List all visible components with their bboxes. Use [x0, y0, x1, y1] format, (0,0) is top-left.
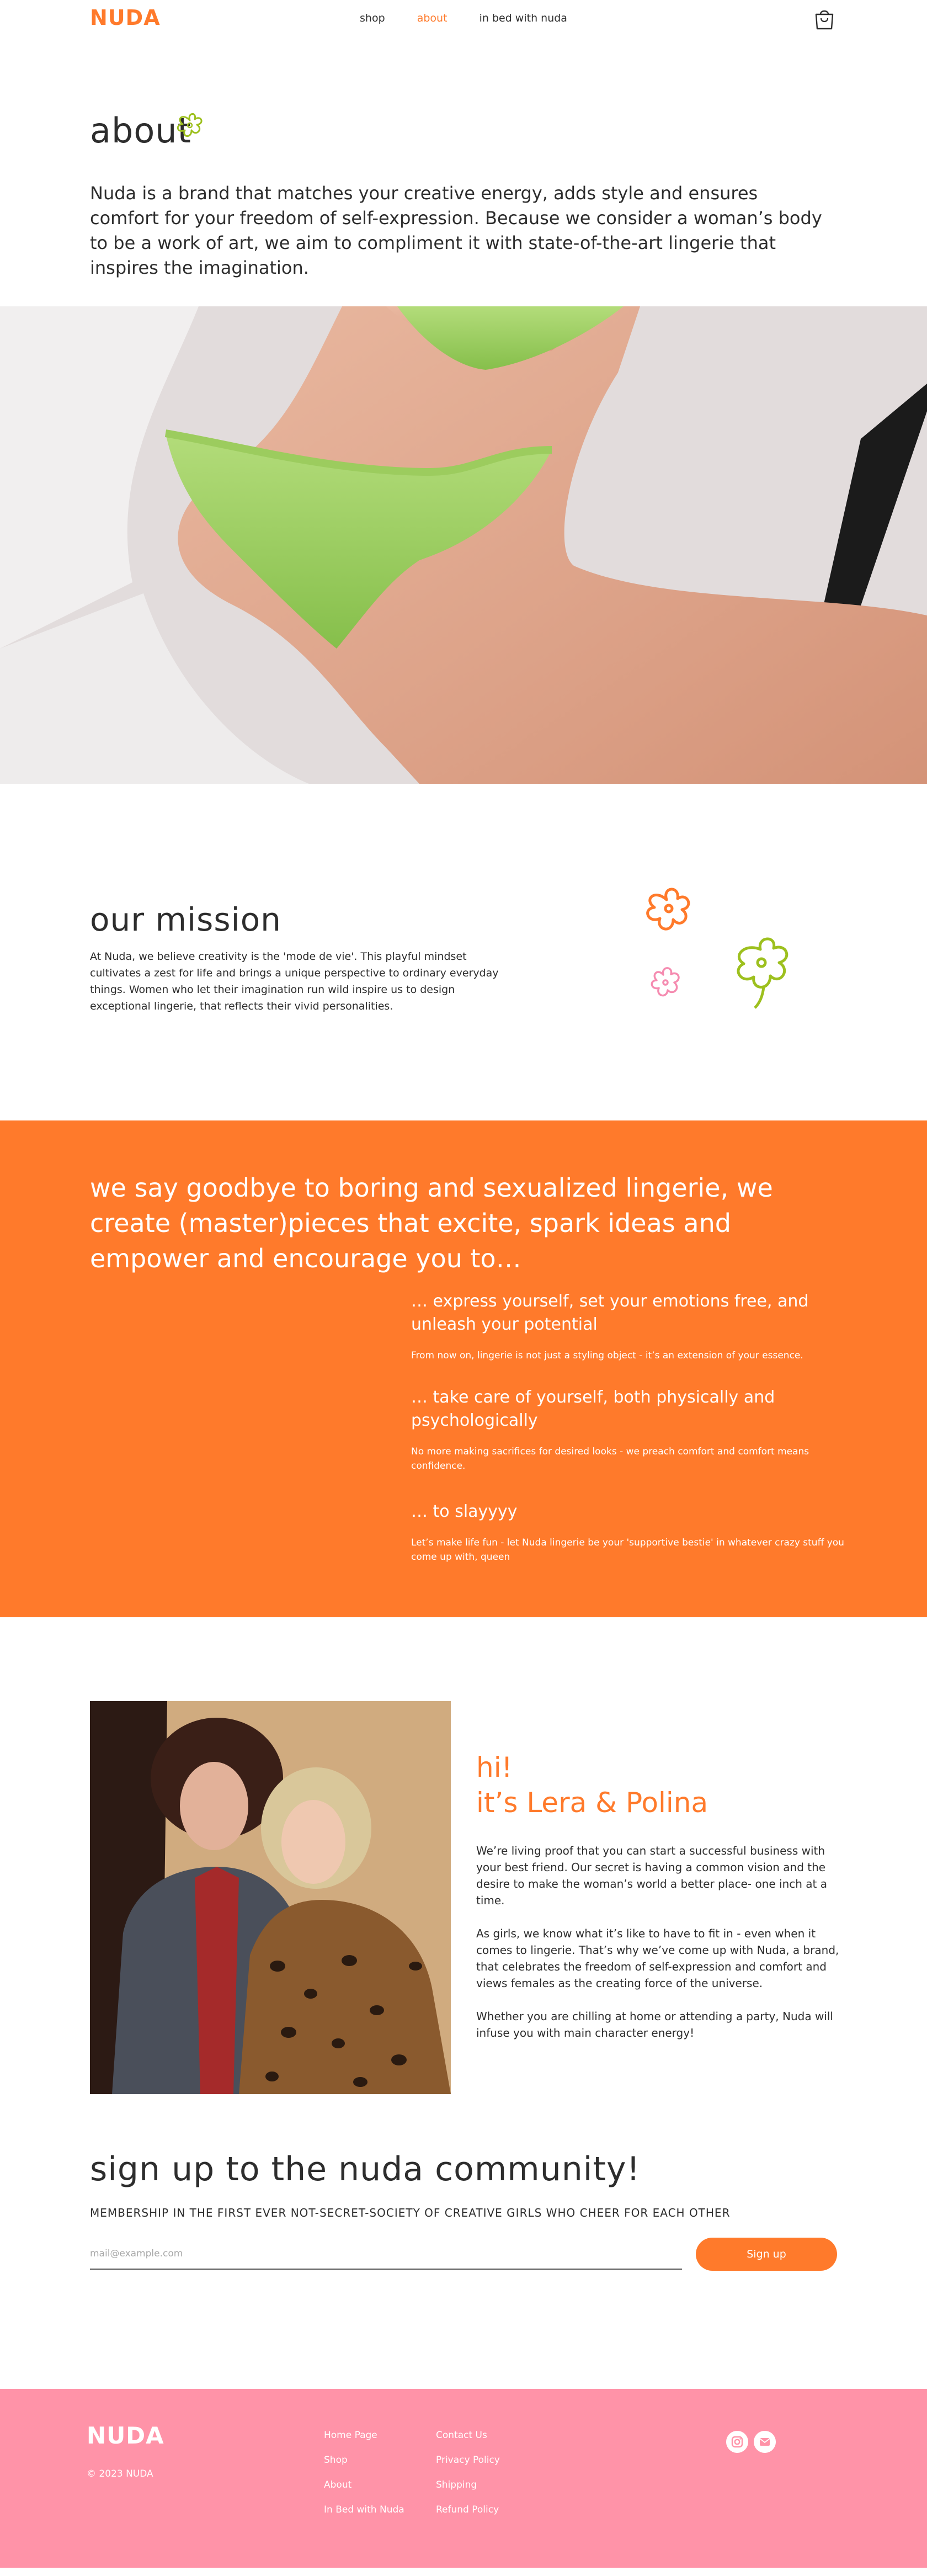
manifesto-point-text: Let’s make life fun - let Nuda lingerie be your 'supportive bestie' in whatever crazy stuff you come up with, queen [411, 1537, 844, 1563]
instagram-icon[interactable] [726, 2431, 748, 2453]
lingerie-model-photo [0, 306, 927, 784]
nav-about[interactable]: about [417, 12, 447, 24]
signup-subtitle: MEMBERSHIP IN THE FIRST EVER NOT-SECRET-SOCIETY OF CREATIVE GIRLS WHO CHEER FOR EACH OTHER [90, 2206, 731, 2219]
email-field[interactable] [90, 2239, 682, 2270]
founders-paragraph: We’re living proof that you can start a successful business with your best friend. Our secret is having a common vision and the desire to make the woman’s world a better place- one inch at a time. [476, 1844, 827, 1907]
about-text: Nuda is a brand that matches your creative energy, adds style and ensures comfort for your freedom of self-expression. Because we consider a woman’s body to be a work of art, we aim to compliment it with state-of-the-art lingerie that inspires the imagination. [90, 183, 822, 278]
email-icon[interactable] [754, 2431, 776, 2453]
mission-title: our mission [90, 901, 281, 938]
manifesto-point-text: From now on, lingerie is not just a styling object - it’s an extension of your essence. [411, 1350, 803, 1361]
site-footer [0, 2389, 927, 2568]
green-flower-icon [738, 939, 787, 1008]
mission-text: At Nuda, we believe creativity is the 'mode de vie'. This playful mindset cultivates a zest for life and brings a unique perspective to ordinary everyday things. Women who let their imagination run wild inspire us to design exceptional lingerie, that reflects their vivid personalities. [90, 950, 499, 1012]
footer-link-shop[interactable]: Shop [324, 2455, 348, 2466]
founders-paragraph: Whether you are chilling at home or attending a party, Nuda will infuse you with main character energy! [476, 2010, 833, 2039]
manifesto-point-text: No more making sacrifices for desired looks - we preach comfort and comfort means confidence. [411, 1446, 809, 1472]
founders-hi: hi! [476, 1751, 513, 1783]
footer-copyright: © 2023 NUDA [87, 2468, 153, 2479]
shopping-bag-icon[interactable] [814, 9, 834, 30]
about-title: about [90, 110, 191, 151]
footer-link-refund[interactable]: Refund Policy [436, 2504, 499, 2515]
founders-portrait-image [90, 1701, 451, 2094]
flower-doodle-icon [173, 109, 207, 144]
footer-link-item [436, 2504, 500, 2516]
manifesto-lead: we say goodbye to boring and sexualized lingerie, we create (master)pieces that excite, spark ideas and empower and encourage you to… [90, 1173, 773, 1273]
footer-link-item [324, 2429, 404, 2442]
footer-link-shipping[interactable]: Shipping [436, 2479, 477, 2490]
brand-logo[interactable]: NUDA [90, 6, 161, 30]
signup-section [0, 2097, 927, 2389]
pink-flower-icon [652, 968, 679, 996]
footer-link-item [436, 2429, 500, 2442]
nav-shop[interactable]: shop [360, 12, 385, 24]
manifesto-point [411, 1500, 847, 1564]
mission-section [0, 784, 927, 1120]
manifesto-point-title: … express yourself, set your emotions free, and unleash your potential [411, 1292, 809, 1334]
footer-link-in-bed[interactable]: In Bed with Nuda [324, 2504, 404, 2515]
signup-title: sign up to the nuda community! [90, 2150, 641, 2189]
footer-logo[interactable]: NUDA [87, 2422, 164, 2449]
orange-flower-icon [648, 889, 689, 929]
footer-link-item [436, 2454, 500, 2467]
manifesto-point [411, 1290, 847, 1363]
footer-links-secondary [436, 2429, 500, 2529]
footer-link-contact[interactable]: Contact Us [436, 2430, 487, 2441]
founders-section [0, 1617, 927, 2097]
hero-image [0, 306, 927, 784]
manifesto-point-title: … take care of yourself, both physically and psychologically [411, 1388, 775, 1430]
about-section [0, 39, 927, 306]
nav-in-bed-with-nuda[interactable]: in bed with nuda [479, 12, 567, 24]
manifesto-section [0, 1120, 927, 1617]
footer-link-about[interactable]: About [324, 2479, 352, 2490]
signup-button[interactable]: Sign up [696, 2238, 837, 2271]
site-header [0, 0, 927, 39]
footer-links-primary [324, 2429, 404, 2529]
footer-link-item [324, 2454, 404, 2467]
manifesto-point-title: … to slayyyy [411, 1502, 518, 1521]
founders-paragraph: As girls, we know what it’s like to have to fit in - even when it comes to lingerie. That’s why we’ve come up with Nuda, a brand, that celebrates the freedom of self-expression and comfort and views females as the creating force of the universe. [476, 1927, 839, 1990]
founders-photo [90, 1701, 451, 2094]
footer-link-privacy[interactable]: Privacy Policy [436, 2455, 500, 2466]
footer-link-item [436, 2479, 500, 2492]
manifesto-point [411, 1386, 847, 1473]
footer-link-item [324, 2479, 404, 2492]
footer-link-home[interactable]: Home Page [324, 2430, 377, 2441]
flower-doodles-icon [629, 883, 817, 1032]
founders-greeting [476, 1750, 708, 1820]
founders-names: it’s Lera & Polina [476, 1787, 708, 1819]
founders-text [476, 1842, 840, 2058]
main-nav [0, 12, 927, 24]
footer-link-item [324, 2504, 404, 2516]
